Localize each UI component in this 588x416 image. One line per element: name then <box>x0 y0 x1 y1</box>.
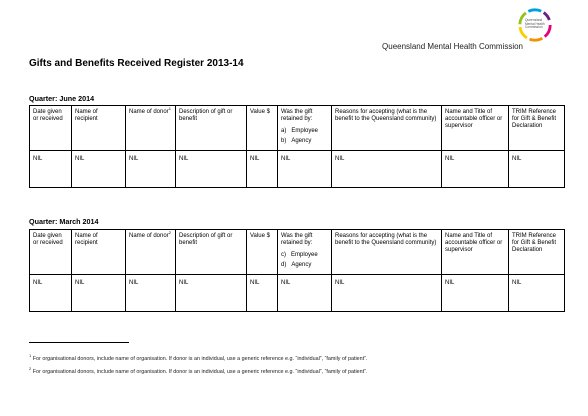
register-table-june <box>29 105 565 188</box>
cell-retained-by: NIL <box>278 275 332 312</box>
cell-value: NIL <box>247 275 278 312</box>
logo-text: Queensland Mental Health Commission <box>525 18 545 30</box>
cell-retained-by: NIL <box>278 151 332 188</box>
cell-description: NIL <box>176 275 247 312</box>
column-header-officer: Name and Title of accountable officer or supervisor <box>442 106 509 151</box>
option-employee: a) Employee <box>281 128 319 135</box>
option-agency: b) Agency <box>281 137 312 144</box>
column-header-value: Value $ <box>247 106 278 151</box>
quarter-title-march: Quarter: March 2014 <box>29 217 99 226</box>
cell-reasons: NIL <box>332 275 442 312</box>
cell-trim: NIL <box>509 275 565 312</box>
column-header-donor: Name of donor$^1$ <box>126 106 176 151</box>
column-header-recipient: Name of recipient <box>72 230 126 275</box>
footnote-1: $^1$ For organisational donors, include name of organisation. If donor is an individual, use a generic reference e.g. “individual”, “family of patient”. <box>29 353 368 362</box>
column-header-retained-by: Was the gift retained by: a) Employee b) Agency <box>278 106 332 151</box>
column-header-date: Date given or received <box>30 230 72 275</box>
cell-description: NIL <box>176 151 247 188</box>
quarter-title-june: Quarter: June 2014 <box>29 94 95 103</box>
column-header-description: Description of gift or benefit <box>176 230 247 275</box>
table-row <box>30 151 565 188</box>
option-agency: d) Agency <box>281 261 312 268</box>
page-title: Gifts and Benefits Received Register 2013-14 <box>29 58 244 69</box>
cell-officer: NIL <box>442 151 509 188</box>
cell-donor: NIL <box>126 151 176 188</box>
table-header-row <box>30 106 565 151</box>
cell-officer: NIL <box>442 275 509 312</box>
cell-recipient: NIL <box>72 275 126 312</box>
cell-recipient: NIL <box>72 151 126 188</box>
cell-date: NIL <box>30 151 72 188</box>
footnote-marker: 2 <box>168 230 171 235</box>
column-header-recipient: Name of recipient <box>72 106 126 151</box>
column-header-trim: TRIM Reference for Gift & Benefit Declaration <box>509 230 565 275</box>
footnote-2: $^2$ For organisational donors, include name of organisation. If donor is an individual, use a generic reference e.g. “individual”, “family of patient”. <box>29 366 368 375</box>
column-header-trim: TRIM Reference for Gift & Benefit Declaration <box>509 106 565 151</box>
cell-value: NIL <box>247 151 278 188</box>
column-header-officer: Name and Title of accountable officer or supervisor <box>442 230 509 275</box>
column-header-donor: Name of donor$^2$ <box>126 230 176 275</box>
register-table-march <box>29 229 565 312</box>
table-row <box>30 275 565 312</box>
footnote-marker: 1 <box>168 106 171 111</box>
column-header-value: Value $ <box>247 230 278 275</box>
column-header-reasons: Reasons for accepting (what is the benefit to the Queensland community) <box>332 106 442 151</box>
option-employee: c) Employee <box>281 252 318 259</box>
table-header-row <box>30 230 565 275</box>
column-header-date: Date given or received <box>30 106 72 151</box>
organisation-name: Queensland Mental Health Commission <box>382 42 523 51</box>
column-header-reasons: Reasons for accepting (what is the benefit to the Queensland community) <box>332 230 442 275</box>
cell-reasons: NIL <box>332 151 442 188</box>
column-header-retained-by: Was the gift retained by: c) Employee d) Agency <box>278 230 332 275</box>
cell-donor: NIL <box>126 275 176 312</box>
footnote-divider <box>29 342 129 343</box>
commission-logo <box>516 6 554 44</box>
cell-date: NIL <box>30 275 72 312</box>
cell-trim: NIL <box>509 151 565 188</box>
column-header-description: Description of gift or benefit <box>176 106 247 151</box>
